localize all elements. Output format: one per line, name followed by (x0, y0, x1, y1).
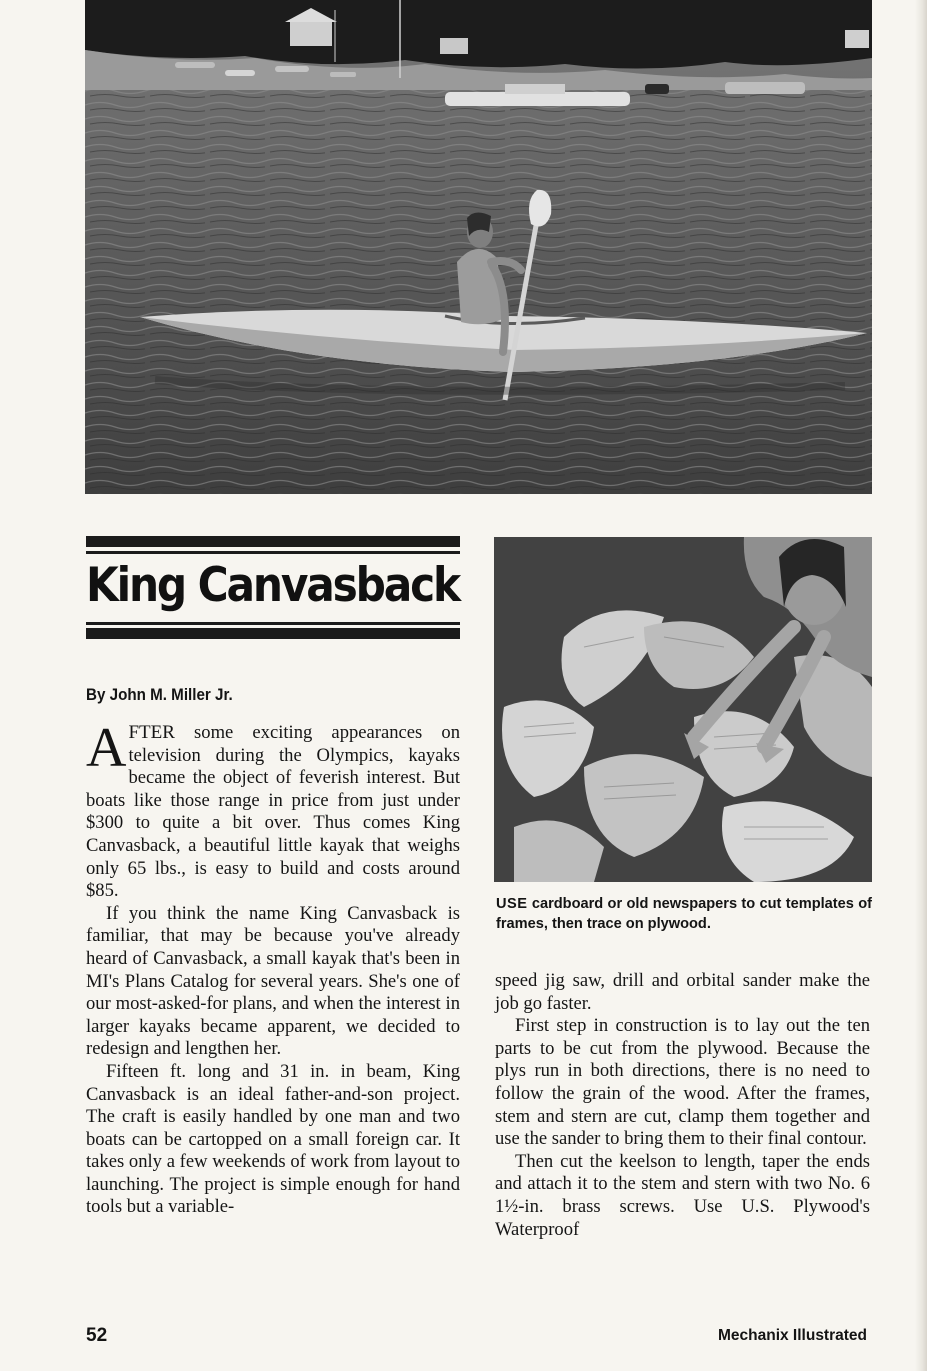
kayak-photo (85, 0, 872, 494)
page-edge (915, 0, 927, 1371)
byline: By John M. Miller Jr. (86, 686, 233, 704)
caption-lead: USE (496, 896, 528, 912)
paragraph-2: If you think the name King Canvasback is familiar, that may be because you've already heard of Canvasback, a small kayak that's been in MI's Plans Catalog for several years. She's one of our most-asked-for plans, and when the interest in larger kayaks became apparent, we decided to redesign and lengthen her. (86, 902, 460, 1060)
paragraph-5: First step in construction is to lay out the ten parts to be cut from the plywood. Because the plys run in both directions, there is no need to follow the grain of the wood. After the frames, stem and stern are cut, clamp them together and use the sander to bring them to their final contour. (495, 1015, 870, 1150)
paragraph-1 (86, 717, 460, 903)
article-column-right (495, 970, 870, 1241)
paragraph-6: Then cut the keelson to length, taper the ends and attach it to the stem and stern with two No. 6 1½-in. brass screws. Use U.S. Plywood's Waterproof (495, 1150, 870, 1240)
title-rule-bottom-thin (86, 622, 460, 625)
title-rule-top (86, 536, 460, 547)
templates-photo (494, 537, 872, 882)
article-column-left (86, 717, 460, 1219)
paragraph-4: speed jig saw, drill and orbital sander make the job go faster. (495, 970, 870, 1014)
caption-text: cardboard or old newspapers to cut templates of frames, then trace on plywood. (496, 896, 872, 932)
lead-word: FTER (128, 722, 175, 743)
paragraph-3: Fifteen ft. long and 31 in. in beam, King Canvasback is an ideal father-and-son project. The craft is easily handled by one man and two boats can be cartopped on a small foreign car. It takes only a few weekends of work from layout to launching. The project is simple enough for hand tools but a variable- (86, 1060, 460, 1218)
drop-cap: A (86, 717, 127, 779)
title-rule-top-thin (86, 551, 460, 554)
photo-caption (496, 894, 872, 934)
article-title: King Canvasback (86, 558, 460, 613)
title-rule-bottom (86, 628, 460, 639)
paragraph-1-text: some exciting appearances on television during the Olympics, kayaks became the object of feverish interest. But boats like those range in price from just under $300 to quite a bit over. Thus comes King Canvasback, a beautiful little kayak that weighs only 65 lbs., is easy to build and costs around $85. (86, 722, 460, 902)
page-number: 52 (86, 1325, 108, 1346)
magazine-name: Mechanix Illustrated (717, 1327, 867, 1344)
